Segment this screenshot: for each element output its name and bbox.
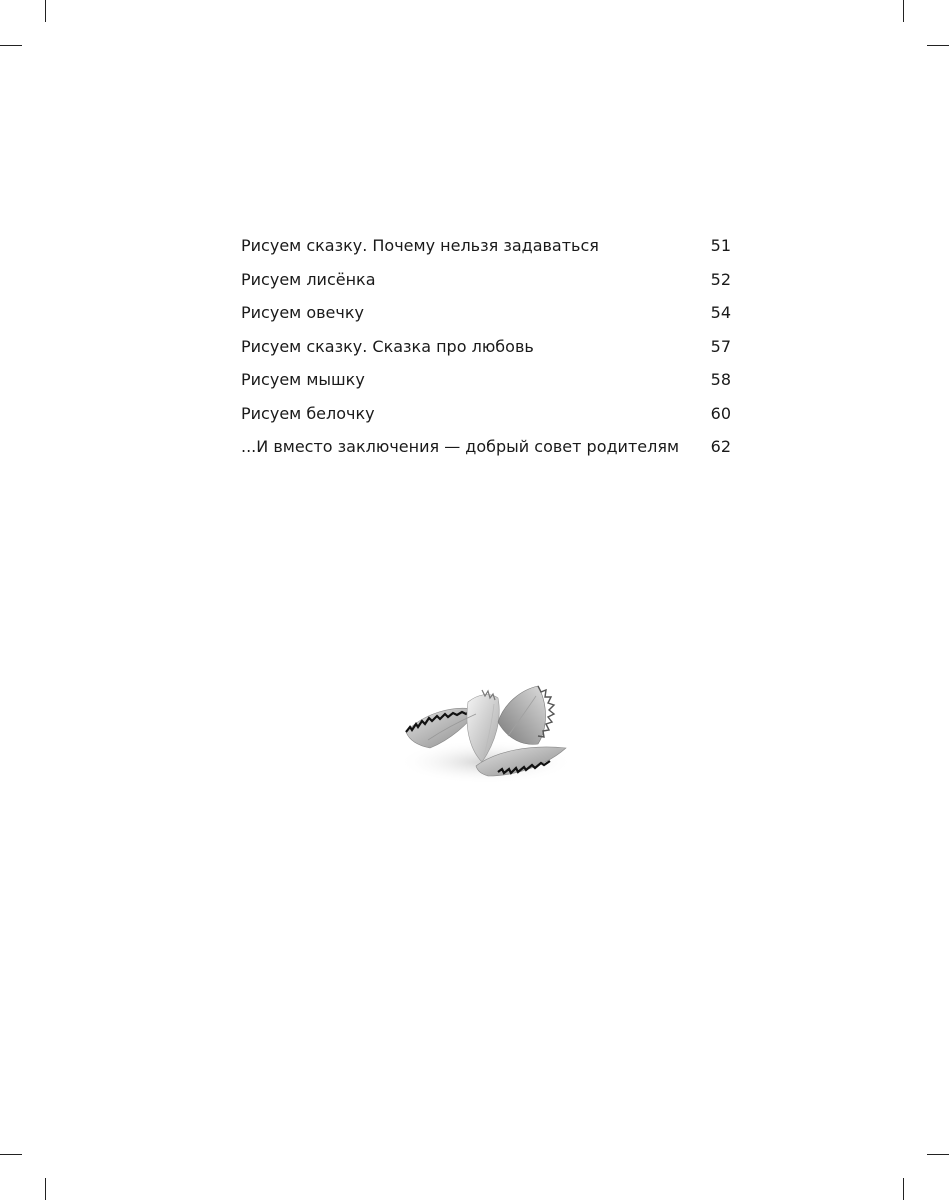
toc-entry [241,430,731,464]
toc-entry [241,330,731,364]
crop-mark-bottom-left-horizontal [0,1154,22,1155]
toc-entry-title: ...И вместо заключения — добрый совет родителям [241,437,680,456]
crop-mark-top-right-horizontal [927,45,949,46]
toc-entry-title: Рисуем сказку. Сказка про любовь [241,336,534,356]
crop-mark-top-left-vertical [45,0,46,22]
toc-entry [241,296,731,330]
toc-entry-title: Рисуем овечку [241,303,364,322]
pencil-shavings-icon [398,682,578,792]
toc-entry-title: Рисуем лисёнка [241,269,376,289]
toc-entry-title: Рисуем сказку. Почему нельзя задаваться [241,236,599,255]
toc-entry-page: 60 [710,403,731,423]
crop-mark-bottom-left-vertical [45,1178,46,1200]
toc-entry-page: 51 [710,236,731,255]
toc-entry-title: Рисуем белочку [241,403,375,423]
table-of-contents [241,229,731,464]
crop-mark-bottom-right-vertical [903,1178,904,1200]
toc-entry-page: 62 [710,437,731,456]
toc-entry-page: 58 [710,370,731,389]
toc-entry-page: 54 [710,303,731,322]
toc-entry-page: 57 [710,336,731,356]
toc-entry-title: Рисуем мышку [241,370,365,389]
toc-entry [241,397,731,431]
toc-entry-page: 52 [710,269,731,289]
toc-entry [241,363,731,397]
toc-entry [241,263,731,297]
crop-mark-bottom-right-horizontal [927,1154,949,1155]
crop-mark-top-left-horizontal [0,45,22,46]
crop-mark-top-right-vertical [903,0,904,22]
toc-entry [241,229,731,263]
